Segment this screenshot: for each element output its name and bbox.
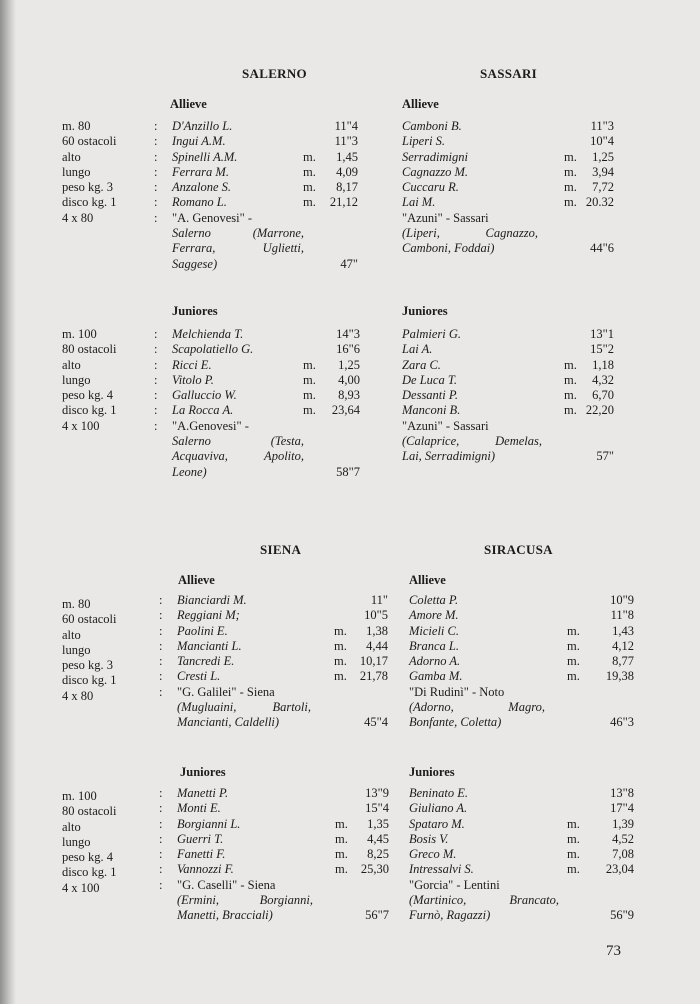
result-row: : Galluccio W. m. 8,93 (154, 388, 360, 403)
event-list-juniores-2 (62, 789, 117, 896)
athlete-name: Melchienda T. (172, 327, 244, 341)
result-row: : La Rocca A. m. 23,64 (154, 403, 360, 418)
siracusa-allieve-heading: Allieve (409, 573, 446, 587)
relay-line: (Ermini, Borgianni, (177, 893, 313, 908)
result-value: 4,45 (367, 831, 389, 846)
athlete-name: Amore M. (409, 608, 459, 623)
event-list-juniores-1 (62, 327, 117, 434)
athlete-name: D'Anzillo L. (172, 119, 233, 133)
unit: m. (334, 654, 347, 669)
result-row (402, 373, 614, 388)
athlete-name: Lai A. (402, 342, 433, 357)
unit: m. (567, 862, 580, 877)
unit: m. (303, 372, 316, 387)
result-row (409, 639, 634, 654)
unit: m. (564, 388, 577, 403)
result-value: 23,64 (331, 403, 360, 418)
event-label: lungo (62, 164, 91, 179)
result-value: 1,25 (338, 357, 360, 372)
result-value: 6,70 (592, 388, 614, 403)
relay-row: : "A.Genovesi" - (154, 418, 249, 433)
result-value: 4,52 (612, 831, 634, 846)
siena-juniores-results (159, 786, 389, 924)
city-title-salerno: SALERNO (242, 66, 307, 81)
result-row: : Fanetti F. m. 8,25 (159, 847, 389, 862)
relay-club: "G. Caselli" - Siena (177, 877, 276, 892)
relay-time: 47" (340, 256, 358, 271)
athlete-name: Scapolatiello G. (172, 342, 254, 357)
result-row: : Reggiani M; 10"5 (159, 608, 388, 623)
relay-club: "A.Genovesi" - (172, 418, 249, 433)
event-label: disco kg. 1 (62, 865, 117, 880)
result-value: 7,72 (592, 180, 614, 195)
athlete-name: Manconi B. (402, 403, 461, 418)
unit: m. (303, 164, 316, 179)
result-value: 8,25 (367, 847, 389, 862)
unit: m. (303, 388, 316, 403)
relay-club: "Azuni" - Sassari (402, 418, 489, 433)
event-label: disco kg. 1 (62, 403, 117, 418)
result-value: 13"8 (610, 786, 634, 800)
unit: m. (335, 816, 348, 831)
relay-time: 56"7 (365, 908, 389, 923)
result-row (402, 119, 614, 134)
relay-club: "Azuni" - Sassari (402, 210, 489, 225)
page-number: 73 (606, 943, 621, 959)
result-row (409, 654, 634, 669)
result-value: 11"3 (590, 119, 614, 133)
result-row: : Borgianni L. m. 1,35 (159, 816, 389, 831)
athlete-name: Branca L. (409, 638, 459, 653)
athlete-name: Anzalone S. (172, 180, 232, 195)
result-value: 1,35 (367, 816, 389, 831)
result-value: 20.32 (585, 195, 614, 210)
relay-team (402, 226, 538, 257)
unit: m. (564, 195, 577, 210)
relay-time: 45"4 (364, 715, 388, 730)
unit: m. (567, 669, 580, 684)
event-label: disco kg. 1 (62, 673, 117, 688)
result-row (402, 403, 614, 418)
relay-line: Lai, Serradimigni) (402, 449, 496, 464)
result-row: : Manetti P. 13"9 (159, 786, 389, 800)
result-row (402, 388, 614, 403)
unit: m. (564, 164, 577, 179)
sassari-allieve-results (402, 119, 614, 257)
result-row (409, 832, 634, 847)
athlete-name: Adorno A. (409, 654, 461, 669)
relay-team (177, 700, 311, 731)
relay-line: Camboni, Foddai) (402, 241, 495, 256)
event-label: 60 ostacoli (62, 612, 117, 627)
relay-row: : "G. Galilei" - Siena (159, 684, 275, 699)
result-value: 17"4 (610, 801, 634, 816)
sassari-juniores-heading: Juniores (402, 304, 448, 318)
athlete-name: La Rocca A. (172, 403, 234, 418)
athlete-name: Guerri T. (177, 831, 224, 846)
relay-line: (Mugluaini, Bartoli, (177, 700, 311, 715)
result-row (402, 358, 614, 373)
result-value: 1,45 (336, 149, 358, 164)
event-label: alto (62, 819, 81, 834)
result-value: 1,39 (612, 816, 634, 831)
result-value: 21,78 (359, 669, 388, 684)
result-row (409, 786, 634, 801)
event-label: 80 ostacoli (62, 342, 117, 357)
unit: m. (334, 623, 347, 638)
athlete-name: Serradimigni (402, 149, 468, 164)
result-value: 25,30 (360, 862, 389, 877)
siena-allieve-results (159, 593, 388, 731)
unit: m. (564, 372, 577, 387)
result-row (409, 862, 634, 877)
unit: m. (303, 403, 316, 418)
salerno-juniores-heading: Juniores (172, 304, 218, 318)
athlete-name: Monti E. (177, 801, 221, 816)
event-label: m. 100 (62, 327, 97, 341)
athlete-name: Mancianti L. (177, 638, 242, 653)
result-row: : Scapolatiello G. 16"6 (154, 342, 360, 357)
relay-line: Ferrara, Uglietti, (172, 241, 304, 256)
unit: m. (334, 638, 347, 653)
athlete-name: Cresti L. (177, 669, 221, 684)
result-row: : Vannozzi F. m. 25,30 (159, 862, 389, 877)
relay-time: 56"9 (610, 908, 634, 923)
unit: m. (564, 357, 577, 372)
relay-line: (Liperi, Cagnazzo, (402, 226, 538, 241)
result-value: 19,38 (605, 669, 634, 684)
event-label: m. 80 (62, 597, 91, 611)
result-row (409, 801, 634, 816)
result-value: 1,38 (366, 623, 388, 638)
salerno-allieve-heading: Allieve (170, 97, 207, 111)
athlete-name: Cagnazzo M. (402, 164, 468, 179)
relay-team (409, 893, 559, 924)
event-label: 4 x 80 (62, 688, 94, 703)
event-label: lungo (62, 834, 91, 849)
unit: m. (564, 403, 577, 418)
unit: m. (303, 180, 316, 195)
athlete-name: Romano L. (172, 195, 227, 210)
event-label: peso kg. 4 (62, 388, 114, 403)
result-row: : Spinelli A.M. m. 1,45 (154, 149, 358, 164)
event-label: peso kg. 3 (62, 658, 114, 673)
result-value: 14"3 (336, 327, 360, 341)
result-value: 10,17 (359, 654, 388, 669)
result-value: 3,94 (592, 164, 614, 179)
athlete-name: Lai M. (402, 195, 436, 210)
result-row: : Guerri T. m. 4,45 (159, 831, 389, 846)
result-row: : Ricci E. m. 1,25 (154, 357, 360, 372)
relay-club: "G. Galilei" - Siena (177, 684, 275, 699)
relay-line: Salerno (Testa, (172, 434, 304, 449)
siena-juniores-heading: Juniores (180, 765, 226, 779)
unit: m. (567, 654, 580, 669)
unit: m. (303, 195, 316, 210)
athlete-name: Greco M. (409, 847, 457, 862)
unit: m. (567, 831, 580, 846)
relay-team (402, 434, 542, 465)
result-value: 4,44 (366, 638, 388, 653)
unit: m. (567, 638, 580, 653)
athlete-name: Gamba M. (409, 669, 463, 684)
athlete-name: Paolini E. (177, 623, 228, 638)
event-label: peso kg. 3 (62, 180, 114, 195)
result-value: 11"3 (334, 134, 358, 149)
siracusa-juniores-results (409, 786, 634, 924)
relay-team (409, 700, 545, 731)
event-label: alto (62, 357, 81, 372)
result-row (402, 134, 614, 149)
event-label: disco kg. 1 (62, 195, 117, 210)
result-row: : Romano L. m. 21,12 (154, 195, 358, 210)
athlete-name: Vitolo P. (172, 372, 214, 387)
athlete-name: Galluccio W. (172, 388, 237, 403)
athlete-name: Micieli C. (409, 623, 459, 638)
salerno-juniores-results (154, 327, 360, 480)
athlete-name: Manetti P. (177, 786, 229, 800)
city-title-siena: SIENA (260, 542, 302, 557)
relay-line: Acquaviva, Apolito, (172, 449, 304, 464)
event-label: 4 x 80 (62, 210, 94, 225)
result-value: 23,04 (605, 862, 634, 877)
result-value: 21,12 (329, 195, 358, 210)
relay-club: "Di Rudinì" - Noto (409, 684, 505, 699)
unit: m. (335, 862, 348, 877)
siracusa-allieve-results (409, 593, 634, 731)
athlete-name: Liperi S. (402, 134, 446, 149)
result-value: 8,17 (336, 180, 358, 195)
relay-row (409, 878, 634, 893)
relay-row (402, 419, 614, 434)
result-row (402, 150, 614, 165)
siena-allieve-heading: Allieve (178, 573, 215, 587)
result-row (402, 342, 614, 357)
sassari-allieve-heading: Allieve (402, 97, 439, 111)
result-value: 1,43 (612, 623, 634, 638)
result-row (409, 624, 634, 639)
relay-row: : "A. Genovesi" - (154, 210, 252, 225)
event-label: m. 100 (62, 789, 97, 803)
athlete-name: Intressalvi S. (409, 862, 474, 877)
result-row: : Monti E. 15"4 (159, 801, 389, 816)
siracusa-juniores-heading: Juniores (409, 765, 455, 779)
relay-time: 46"3 (610, 715, 634, 730)
relay-time: 57" (596, 449, 614, 464)
unit: m. (567, 816, 580, 831)
athlete-name: De Luca T. (402, 372, 457, 387)
athlete-name: Ferrara M. (172, 164, 229, 179)
unit: m. (303, 149, 316, 164)
result-row (409, 608, 634, 623)
result-row (402, 165, 614, 180)
result-row (402, 327, 614, 342)
relay-row (402, 211, 614, 226)
result-value: 8,93 (338, 388, 360, 403)
unit: m. (564, 180, 577, 195)
result-row (409, 593, 634, 608)
relay-team (177, 893, 313, 924)
athlete-name: Fanetti F. (177, 847, 226, 862)
relay-line: (Adorno, Magro, (409, 700, 545, 715)
result-value: 4,09 (336, 164, 358, 179)
relay-line: Leone) (172, 464, 207, 479)
city-title-sassari: SASSARI (480, 66, 538, 81)
unit: m. (303, 357, 316, 372)
athlete-name: Vannozzi F. (177, 862, 234, 877)
relay-line: Saggese) (172, 256, 218, 271)
relay-team (172, 226, 304, 272)
result-row: : Mancianti L. m. 4,44 (159, 638, 388, 653)
relay-time: 44"6 (590, 241, 614, 256)
unit: m. (335, 831, 348, 846)
result-value: 11"8 (610, 608, 634, 623)
athlete-name: Tancredi E. (177, 654, 235, 669)
athlete-name: Bianciardi M. (177, 593, 247, 607)
relay-line: Furnò, Ragazzi) (409, 908, 491, 923)
relay-line: Salerno (Marrone, (172, 226, 304, 241)
relay-club: "A. Genovesi" - (172, 210, 252, 225)
event-list-allieve-2 (62, 597, 117, 704)
athlete-name: Zara C. (402, 357, 441, 372)
salerno-allieve-results (154, 119, 358, 272)
athlete-name: Borgianni L. (177, 816, 241, 831)
event-label: peso kg. 4 (62, 850, 114, 865)
unit: m. (334, 669, 347, 684)
relay-time: 58"7 (336, 464, 360, 479)
result-row: : Tancredi E. m. 10,17 (159, 654, 388, 669)
result-row: : Bianciardi M. 11" (159, 593, 388, 607)
result-value: 11" (370, 593, 388, 607)
relay-line: (Calaprice, Demelas, (402, 434, 542, 449)
result-value: 1,25 (592, 149, 614, 164)
unit: m. (564, 149, 577, 164)
result-value: 11"4 (334, 119, 358, 133)
athlete-name: Spataro M. (409, 816, 465, 831)
relay-line: Mancianti, Caldelli) (177, 715, 280, 730)
athlete-name: Coletta P. (409, 593, 459, 607)
event-label: m. 80 (62, 119, 91, 133)
result-row: : D'Anzillo L. 11"4 (154, 119, 358, 133)
relay-row (409, 685, 634, 700)
relay-line: Bonfante, Coletta) (409, 715, 502, 730)
result-row (402, 195, 614, 210)
unit: m. (567, 847, 580, 862)
result-value: 15"4 (365, 801, 389, 816)
athlete-name: Palmieri G. (402, 327, 462, 341)
relay-team (172, 434, 304, 480)
result-row: : Paolini E. m. 1,38 (159, 623, 388, 638)
athlete-name: Reggiani M; (177, 608, 240, 623)
relay-club: "Gorcia" - Lentini (409, 877, 500, 892)
relay-row: : "G. Caselli" - Siena (159, 877, 276, 892)
relay-line: (Martinico, Brancato, (409, 893, 559, 908)
event-label: alto (62, 149, 81, 164)
athlete-name: Bosis V. (409, 831, 449, 846)
result-row: : Anzalone S. m. 8,17 (154, 180, 358, 195)
result-value: 4,00 (338, 372, 360, 387)
event-label: alto (62, 627, 81, 642)
event-label: lungo (62, 642, 91, 657)
result-value: 16"6 (336, 342, 360, 357)
athlete-name: Cuccaru R. (402, 180, 459, 195)
result-value: 13"9 (365, 786, 389, 800)
event-label: 60 ostacoli (62, 134, 117, 149)
result-value: 8,77 (612, 654, 634, 669)
event-list-allieve-1 (62, 119, 117, 226)
result-value: 13"1 (590, 327, 614, 341)
event-label: lungo (62, 372, 91, 387)
result-value: 1,18 (592, 357, 614, 372)
relay-line: Manetti, Bracciali) (177, 908, 273, 923)
event-label: 4 x 100 (62, 418, 100, 433)
athlete-name: Camboni B. (402, 119, 462, 133)
sassari-juniores-results (402, 327, 614, 465)
result-row (409, 817, 634, 832)
result-value: 10"4 (590, 134, 614, 149)
result-value: 7,08 (612, 847, 634, 862)
result-value: 4,32 (592, 372, 614, 387)
result-row: : Ingui A.M. 11"3 (154, 134, 358, 149)
result-value: 15"2 (590, 342, 614, 357)
athlete-name: Beninato E. (409, 786, 469, 800)
result-value: 4,12 (612, 638, 634, 653)
unit: m. (567, 623, 580, 638)
event-label: 4 x 100 (62, 880, 100, 895)
result-row: : Melchienda T. 14"3 (154, 327, 360, 341)
result-row (409, 669, 634, 684)
athlete-name: Giuliano A. (409, 801, 468, 816)
result-row: : Vitolo P. m. 4,00 (154, 372, 360, 387)
result-value: 22,20 (585, 403, 614, 418)
result-row (409, 847, 634, 862)
result-value: 10"9 (610, 593, 634, 607)
result-row: : Ferrara M. m. 4,09 (154, 164, 358, 179)
athlete-name: Spinelli A.M. (172, 149, 238, 164)
result-value: 10"5 (364, 608, 388, 623)
athlete-name: Ricci E. (172, 357, 212, 372)
result-row (402, 180, 614, 195)
result-row: : Cresti L. m. 21,78 (159, 669, 388, 684)
unit: m. (335, 847, 348, 862)
athlete-name: Ingui A.M. (172, 134, 226, 149)
athlete-name: Dessanti P. (402, 388, 459, 403)
event-label: 80 ostacoli (62, 804, 117, 819)
city-title-siracusa: SIRACUSA (484, 542, 553, 557)
